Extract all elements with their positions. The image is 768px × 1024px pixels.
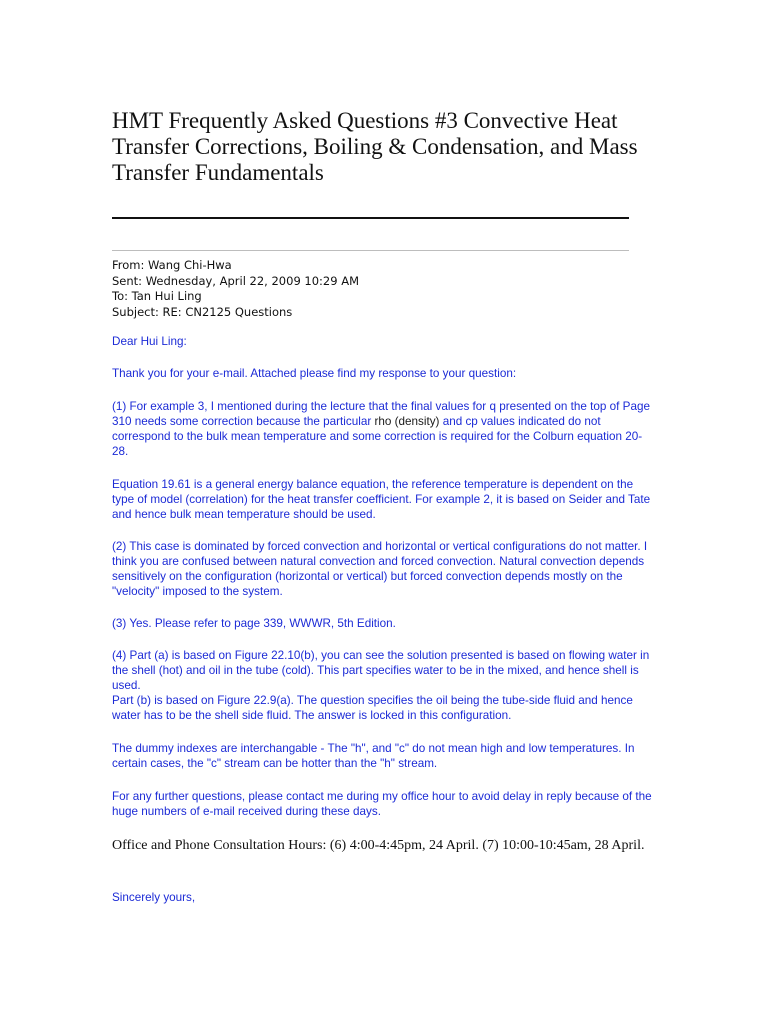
answer-3 [112, 616, 652, 631]
consultation-hours: Office and Phone Consultation Hours: (6) 4:00-4:45pm, 24 April. (7) 10:00-10:45am, 28 April. [112, 838, 645, 853]
closing-text: Sincerely yours, [112, 891, 196, 904]
answer-4 [112, 648, 652, 723]
sent-label: Sent: [112, 273, 143, 288]
intro-text: Thank you for your e-mail. Attached please find my response to your question: [112, 367, 517, 380]
answer-4-part-b: Part (b) is based on Figure 22.9(a). The question specifies the oil being the tube-side fluid and hence water has to be the shell side fluid. The answer is locked in this configuration. [112, 694, 633, 722]
answer-1-followup-text: Equation 19.61 is a general energy balance equation, the reference temperature is dependent on the type of model (correlation) for the heat transfer coefficient. For example 2, it is based on Seider and Tate and hence bulk mean temperature should be used. [112, 478, 651, 521]
answer-1-text [112, 399, 652, 459]
from-label: From: [112, 258, 145, 272]
title-divider [112, 217, 629, 219]
closing [112, 890, 652, 905]
email-header [112, 258, 632, 320]
sent-value: Wednesday, April 22, 2009 10:29 AM [145, 273, 360, 288]
answer-4-part-a: (4) Part (a) is based on Figure 22.10(b), you can see the solution presented is based on flowing water in the shell (hot) and oil in the tube (cold). This part specifies water to be in the mixed, and hence shell is used. [112, 649, 650, 692]
answer-1-rho: rho (density) [374, 415, 440, 428]
subject-label: Subject: [112, 304, 159, 319]
sent-row [112, 274, 632, 290]
answer-1 [112, 399, 652, 459]
answer-1-part-1: (1) For example 3, I mentioned during the lecture that the final values for q presented on the top of Page 310 needs some correction because the particular [112, 400, 650, 428]
further-questions-text: For any further questions, please contact me during my office hour to avoid delay in reply because of the huge numbers of e-mail received during these days. [112, 790, 652, 818]
intro [112, 366, 652, 381]
dummy-indexes-text: The dummy indexes are interchangable - The "h", and "c" do not mean high and low temperatures. In certain cases, the "c" stream can be hotter than the "h" stream. [112, 742, 635, 770]
answer-2-text: (2) This case is dominated by forced convection and horizontal or vertical configurations do not matter. I think you are confused between natural convection and forced convection. Natural convection depends sensitively on the configuration (horizontal or vertical) but forced convection depends mostly on the "velocity" imposed to the system. [112, 540, 648, 598]
to-label: To: [112, 289, 128, 303]
answer-1-followup [112, 477, 652, 522]
answer-1-part-2: and cp values indicated do not correspond to the bulk mean temperature and some correction is required for the Colburn equation 20-28. [112, 415, 643, 458]
from-value: Wang Chi-Hwa [148, 258, 232, 272]
subject-value: RE: CN2125 Questions [162, 304, 293, 319]
header-divider [112, 250, 629, 251]
to-row [112, 289, 632, 305]
greeting [112, 334, 652, 349]
document-title: HMT Frequently Asked Questions #3 Convective Heat Transfer Corrections, Boiling & Condensation, and Mass Transfer Fundamentals [112, 108, 638, 185]
greeting-text: Dear Hui Ling: [112, 335, 187, 348]
answer-3-text: (3) Yes. Please refer to page 339, WWWR, 5th Edition. [112, 617, 396, 630]
from-row [112, 258, 632, 274]
subject-row [112, 305, 632, 321]
to-value: Tan Hui Ling [131, 289, 202, 303]
dummy-indexes-note [112, 741, 652, 771]
further-questions [112, 789, 652, 819]
answer-2 [112, 539, 652, 599]
